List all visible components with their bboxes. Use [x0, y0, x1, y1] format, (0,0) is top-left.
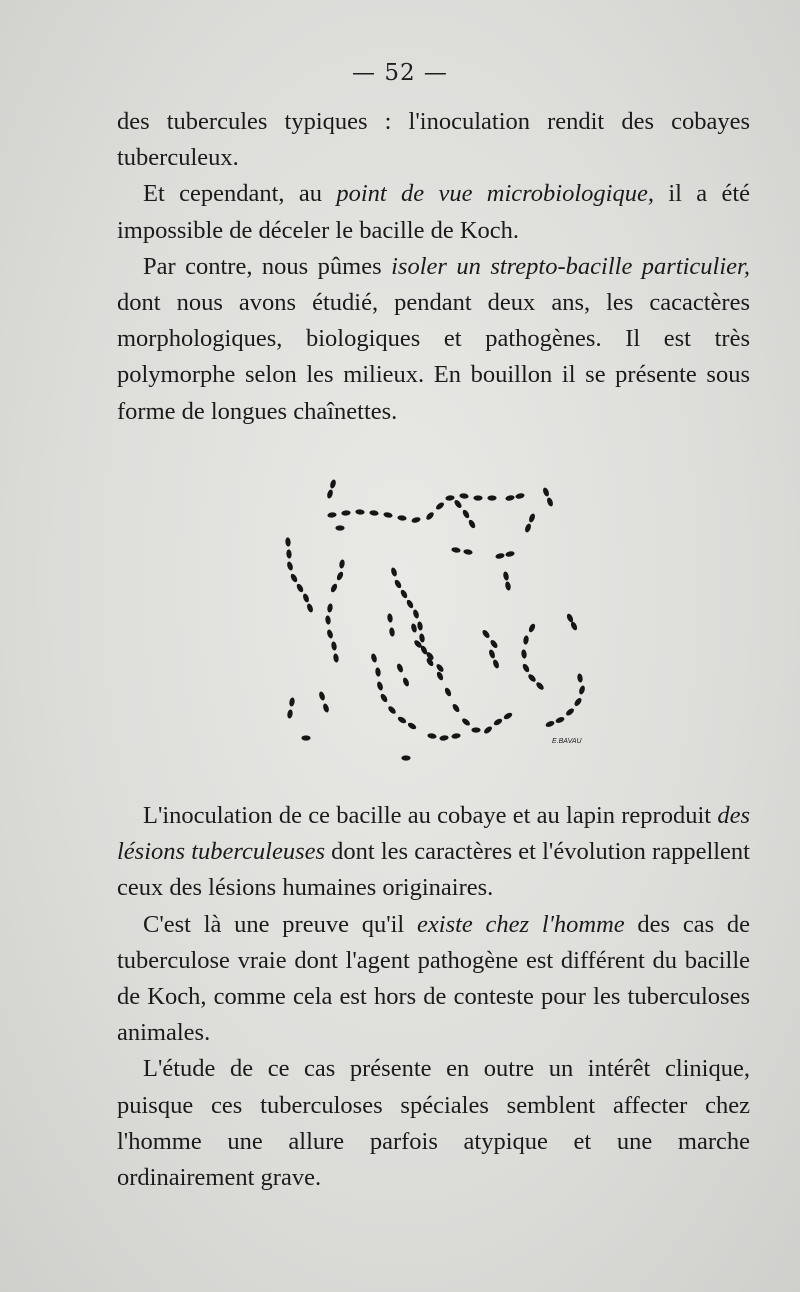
- bacillus-cell-6: [411, 516, 421, 524]
- bacillus-cell-24: [285, 537, 291, 547]
- text-run: il a été impossible de déceler le bacille de Koch.: [117, 180, 751, 244]
- bacillus-cell-15: [467, 519, 476, 530]
- italic-phrase: point de vue microbiologique,: [336, 180, 654, 208]
- bacillus-cell-4: [383, 511, 393, 518]
- bacillus-cell-66: [528, 623, 537, 634]
- bacillus-cell-27: [289, 573, 298, 584]
- bacillus-cell-60: [331, 641, 338, 651]
- bacillus-cell-57: [327, 603, 334, 613]
- text-run: des cas de tuberculose vraie dont l'agent pathogène est différent du bacille de Koch, comme cela est hors de conteste pour les tuberculoses animales.: [117, 910, 750, 1047]
- bacillus-cell-71: [535, 681, 545, 691]
- bacillus-cell-1: [341, 510, 351, 516]
- bacillus-cell-18: [542, 487, 550, 497]
- text-run: Et cependant, au: [143, 180, 337, 208]
- text-run: dont les caractères et l'évolution rappellent ceux des lésions humaines originaires.: [117, 838, 750, 902]
- bacillus-cell-39: [417, 621, 424, 631]
- bacillus-cell-80: [376, 681, 384, 691]
- paragraph-microbiology: [117, 176, 750, 248]
- text-block-top: [117, 104, 750, 430]
- bacillus-cell-16: [505, 495, 515, 502]
- bacillus-cell-85: [396, 663, 404, 674]
- bacillus-cell-49: [493, 717, 504, 726]
- bacillus-cell-93: [318, 691, 326, 701]
- bacillus-cell-3: [369, 510, 379, 516]
- bacillus-cell-70: [527, 673, 537, 683]
- paragraph-text: L'étude de ce cas présente en outre un intérêt clinique, puisque ces tuberculoses spéciales semblent affecter chez l'homme une allure parfois atypique et une marche ordinairement grave.: [117, 1055, 750, 1192]
- bacillus-cell-25: [286, 549, 292, 559]
- bacillus-cell-33: [330, 583, 339, 594]
- text-run: dont nous avons étudié, pendant deux ans, les cacactères morphologiques, biologiques et pathogènes. Il est très polymorphe selon les milieux. En bouillon il se présente sous forme de longues chaînettes.: [117, 289, 750, 425]
- bacillus-cell-14: [461, 509, 470, 520]
- bacillus-cell-73: [489, 639, 499, 649]
- bacillus-cell-92: [545, 720, 555, 728]
- bacillus-cell-29: [302, 593, 310, 603]
- bacillus-cell-21: [326, 489, 334, 499]
- bacillus-cell-88: [578, 685, 586, 695]
- text-run: Par contre, nous pûmes: [143, 252, 392, 280]
- bacillus-cell-47: [471, 727, 480, 732]
- bacillus-cell-82: [387, 705, 397, 715]
- bacillus-cell-100: [451, 733, 461, 740]
- bacillus-cell-19: [546, 497, 554, 507]
- bacillus-cell-46: [461, 717, 471, 727]
- bacillus-cell-79: [375, 667, 381, 677]
- paragraph-continuation: [117, 104, 750, 176]
- bacillus-cell-7: [425, 511, 435, 521]
- bacillus-cell-102: [335, 525, 344, 530]
- paragraph-clinical-interest: [117, 1051, 750, 1196]
- bacillus-cell-87: [577, 673, 584, 683]
- bacillus-cell-34: [390, 567, 398, 577]
- bacillus-cell-12: [487, 495, 496, 500]
- bacillus-cell-81: [379, 693, 388, 704]
- bacillus-cell-74: [488, 649, 496, 659]
- bacillus-cell-91: [555, 716, 565, 724]
- italic-phrase: des lésions tuberculeuses: [117, 802, 750, 866]
- bacillus-cell-68: [521, 649, 527, 659]
- illustrator-signature: E.BAVAU: [552, 738, 582, 745]
- bacillus-cell-52: [389, 627, 395, 637]
- bacillus-cell-28: [295, 583, 304, 594]
- bacillus-cell-104: [505, 551, 515, 558]
- bacillus-cell-40: [419, 633, 426, 643]
- bacillus-cell-45: [451, 703, 461, 714]
- bacilli-drawing: [270, 468, 600, 768]
- text-run: L'inoculation de ce bacille au cobaye et au lapin reproduit: [143, 802, 718, 829]
- bacillus-cell-94: [322, 703, 330, 713]
- bacillus-cell-20: [329, 479, 337, 489]
- bacillus-cell-2: [355, 509, 365, 515]
- bacillus-cell-26: [286, 561, 294, 571]
- text-block-bottom: [117, 798, 750, 1196]
- bacillus-cell-63: [463, 549, 473, 556]
- bacillus-cell-89: [573, 697, 583, 707]
- bacillus-cell-56: [435, 663, 445, 673]
- bacillus-cell-95: [289, 697, 296, 707]
- bacillus-cell-53: [410, 623, 417, 633]
- paragraph-strepto-bacille: [117, 249, 750, 430]
- bacillus-cell-90: [565, 707, 575, 717]
- bacillus-cell-84: [407, 721, 418, 730]
- bacillus-cell-83: [397, 715, 408, 724]
- bacillus-cell-61: [333, 653, 340, 663]
- paragraph-proof: [117, 907, 750, 1052]
- bacillus-cell-8: [435, 501, 445, 511]
- bacillus-cell-17: [515, 493, 525, 500]
- bacillus-cell-97: [301, 735, 310, 740]
- bacillus-cell-5: [397, 515, 407, 521]
- bacillus-cell-75: [492, 659, 500, 669]
- bacillus-cell-96: [287, 709, 294, 719]
- bacillus-cell-64: [503, 571, 510, 581]
- bacillus-cell-35: [393, 579, 402, 590]
- bacillus-cell-38: [412, 609, 420, 619]
- bacillus-cell-31: [339, 559, 346, 569]
- bacillus-cell-78: [370, 653, 378, 663]
- bacillus-cell-36: [399, 589, 408, 600]
- bacillus-cell-51: [387, 613, 393, 623]
- bacillus-cell-9: [445, 495, 455, 501]
- bacillus-cell-62: [451, 547, 461, 554]
- bacillus-cell-48: [483, 725, 493, 735]
- bacillus-cell-72: [481, 629, 491, 639]
- bacillus-cell-43: [436, 671, 445, 682]
- bacilli-chains-illustration: [270, 468, 600, 768]
- paragraph-text: des tubercules typiques : l'inoculation rendit des cobayes tuberculeux.: [117, 108, 750, 172]
- bacillus-cell-77: [570, 621, 579, 632]
- bacillus-cell-11: [473, 495, 482, 500]
- italic-phrase: isoler un strepto-bacille particulier,: [391, 252, 750, 280]
- bacillus-cell-0: [327, 512, 337, 518]
- bacillus-cell-44: [444, 687, 453, 698]
- bacillus-cell-86: [402, 677, 410, 688]
- bacillus-cell-30: [306, 603, 314, 613]
- bacillus-cell-76: [566, 613, 575, 624]
- page-number: — 52 —: [352, 60, 448, 86]
- bacillus-cell-13: [453, 499, 463, 509]
- bacillus-cell-69: [521, 663, 530, 674]
- text-run: C'est là une preuve qu'il: [143, 910, 418, 938]
- bacillus-cell-98: [427, 733, 437, 740]
- bacillus-cell-22: [528, 513, 536, 523]
- bacillus-cell-37: [405, 599, 414, 610]
- bacillus-cell-65: [505, 581, 512, 591]
- bacillus-cell-32: [336, 571, 345, 582]
- italic-phrase: existe chez l'homme: [417, 910, 625, 938]
- bacillus-cell-67: [523, 635, 529, 645]
- bacillus-cell-10: [459, 493, 469, 499]
- bacillus-cell-101: [401, 755, 410, 760]
- bacillus-cell-58: [325, 615, 331, 625]
- bacillus-cell-59: [326, 629, 334, 639]
- bacillus-cell-23: [524, 523, 532, 533]
- bacillus-cell-103: [495, 553, 505, 560]
- bacillus-cell-50: [503, 711, 514, 720]
- bacillus-cell-99: [439, 735, 449, 742]
- paragraph-inoculation: [117, 798, 750, 907]
